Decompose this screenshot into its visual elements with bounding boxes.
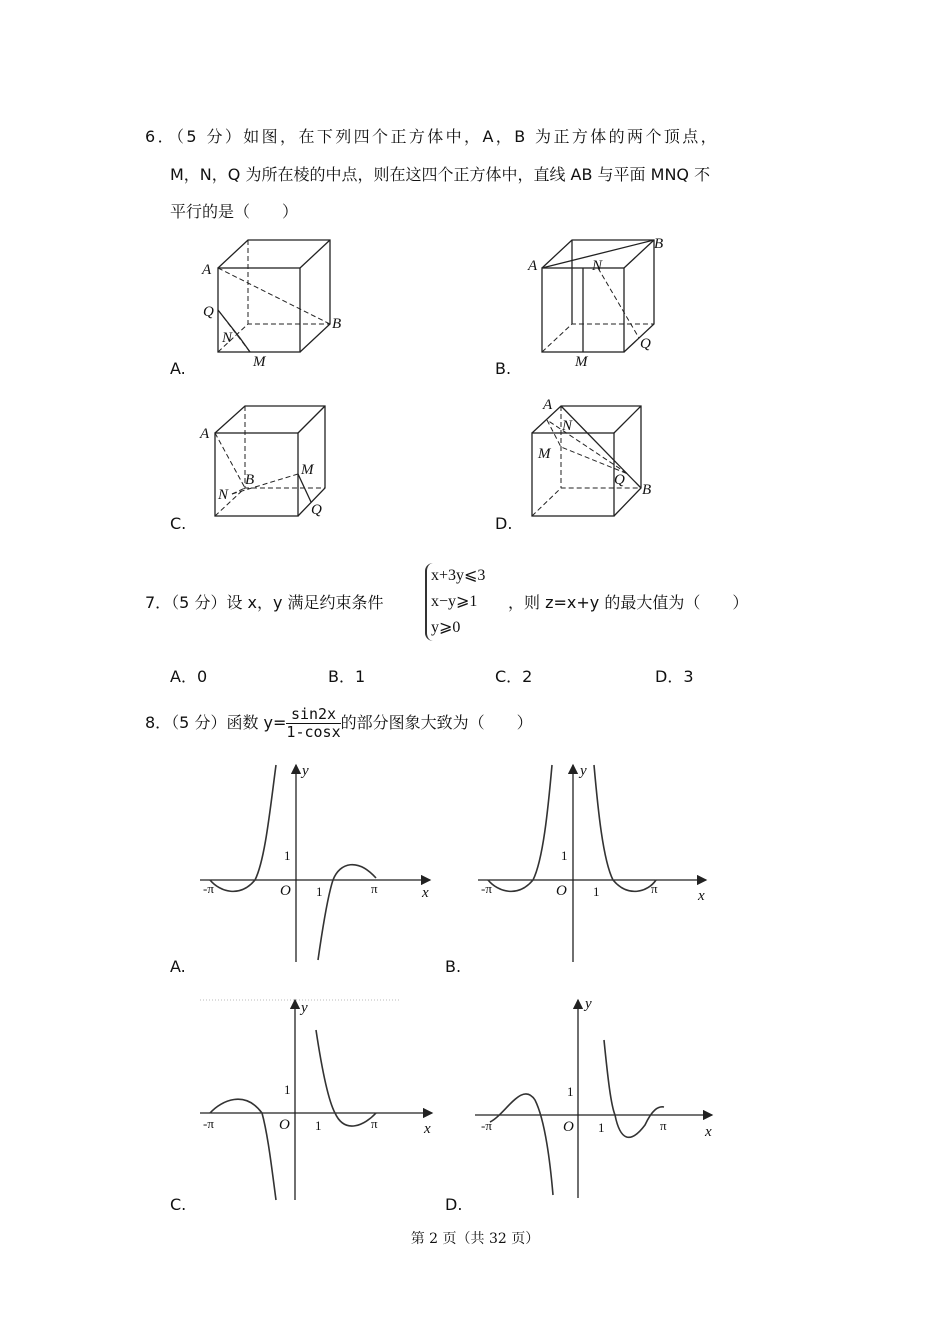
svg-text:B: B [245,472,255,488]
q8-suffix: 的部分图象大致为（ ） [340,713,533,732]
svg-text:x: x [698,888,705,904]
svg-text:A: A [200,426,210,442]
q8-option-c[interactable]: C. [170,1195,187,1214]
graph-a [200,763,430,962]
svg-text:N: N [592,258,603,274]
svg-text:1: 1 [315,1118,322,1133]
svg-text:M: M [538,446,551,462]
svg-text:1: 1 [284,1082,291,1097]
q6-text-line3: 平行的是（ ） [170,202,299,221]
q6-option-a[interactable]: A. [170,359,186,378]
svg-text:y: y [580,763,587,779]
q6-option-d[interactable]: D. [495,514,513,533]
svg-text:B: B [642,482,652,498]
page-footer: 第 2 页（共 32 页） [410,1231,540,1247]
svg-text:A: A [528,258,538,274]
graph-c [200,1000,432,1200]
q6-option-c[interactable]: C. [170,514,187,533]
q6-text-line1: 6．（5 分）如图，在下列四个正方体中，A，B 为正方体的两个顶点， [145,127,720,146]
constraint: x−y⩾1 [431,593,478,610]
svg-text:y: y [585,996,592,1012]
svg-text:M: M [575,354,588,370]
graph-b [478,763,706,962]
svg-text:O: O [563,1119,574,1135]
svg-text:x: x [424,1121,431,1137]
svg-text:π: π [371,881,378,896]
svg-text:π: π [660,1118,667,1133]
svg-text:O: O [279,1117,290,1133]
svg-text:M: M [301,462,314,478]
q8-option-d[interactable]: D. [445,1195,463,1214]
svg-text:y: y [301,1000,308,1016]
svg-text:-π: -π [481,1118,492,1133]
svg-text:-π: -π [203,1116,214,1131]
q6-option-b[interactable]: B. [495,359,512,378]
q8-option-b[interactable]: B. [445,957,462,976]
svg-text:O: O [556,883,567,899]
constraint: y⩾0 [431,619,461,636]
svg-text:x: x [422,885,429,901]
svg-text:-π: -π [203,881,214,896]
svg-text:1: 1 [561,848,568,863]
numerator: sin2x [286,706,340,724]
svg-text:1: 1 [593,884,600,899]
q8-prefix: 8．（5 分）函数 y= [145,713,287,732]
q7-option-c[interactable]: C．2 [495,667,533,686]
q7-suffix: ，则 z=x+y 的最大值为（ ） [508,593,749,612]
constraint: x+3y⩽3 [431,567,486,584]
svg-text:B: B [654,236,664,252]
svg-text:Q: Q [203,304,214,320]
denominator: 1-cosx [286,723,341,741]
svg-text:B: B [332,316,342,332]
q6-text-line2: M，N，Q 为所在棱的中点，则在这四个正方体中，直线 AB 与平面 MNQ 不 [170,165,711,184]
svg-text:O: O [280,883,291,899]
svg-text:y: y [302,763,309,779]
svg-text:N: N [562,418,573,434]
svg-text:π: π [651,881,658,896]
svg-text:A: A [202,262,212,278]
svg-text:1: 1 [284,848,291,863]
q8-option-a[interactable]: A. [170,957,186,976]
svg-text:1: 1 [567,1084,574,1099]
q7-option-a[interactable]: A．0 [170,667,208,686]
svg-text:π: π [371,1116,378,1131]
svg-text:1: 1 [316,884,323,899]
svg-text:N: N [222,330,233,346]
svg-text:M: M [253,354,266,370]
svg-text:N: N [218,487,229,503]
q7-option-b[interactable]: B．1 [328,667,366,686]
svg-text:1: 1 [598,1120,605,1135]
svg-text:Q: Q [640,336,651,352]
svg-text:x: x [705,1124,712,1140]
svg-text:Q: Q [614,472,625,488]
svg-text:Q: Q [311,502,322,518]
graph-d [475,996,712,1198]
svg-text:A: A [543,397,553,413]
q7-option-d[interactable]: D．3 [655,667,694,686]
svg-text:-π: -π [481,881,492,896]
q7-prefix: 7．（5 分）设 x，y 满足约束条件 [145,593,384,612]
